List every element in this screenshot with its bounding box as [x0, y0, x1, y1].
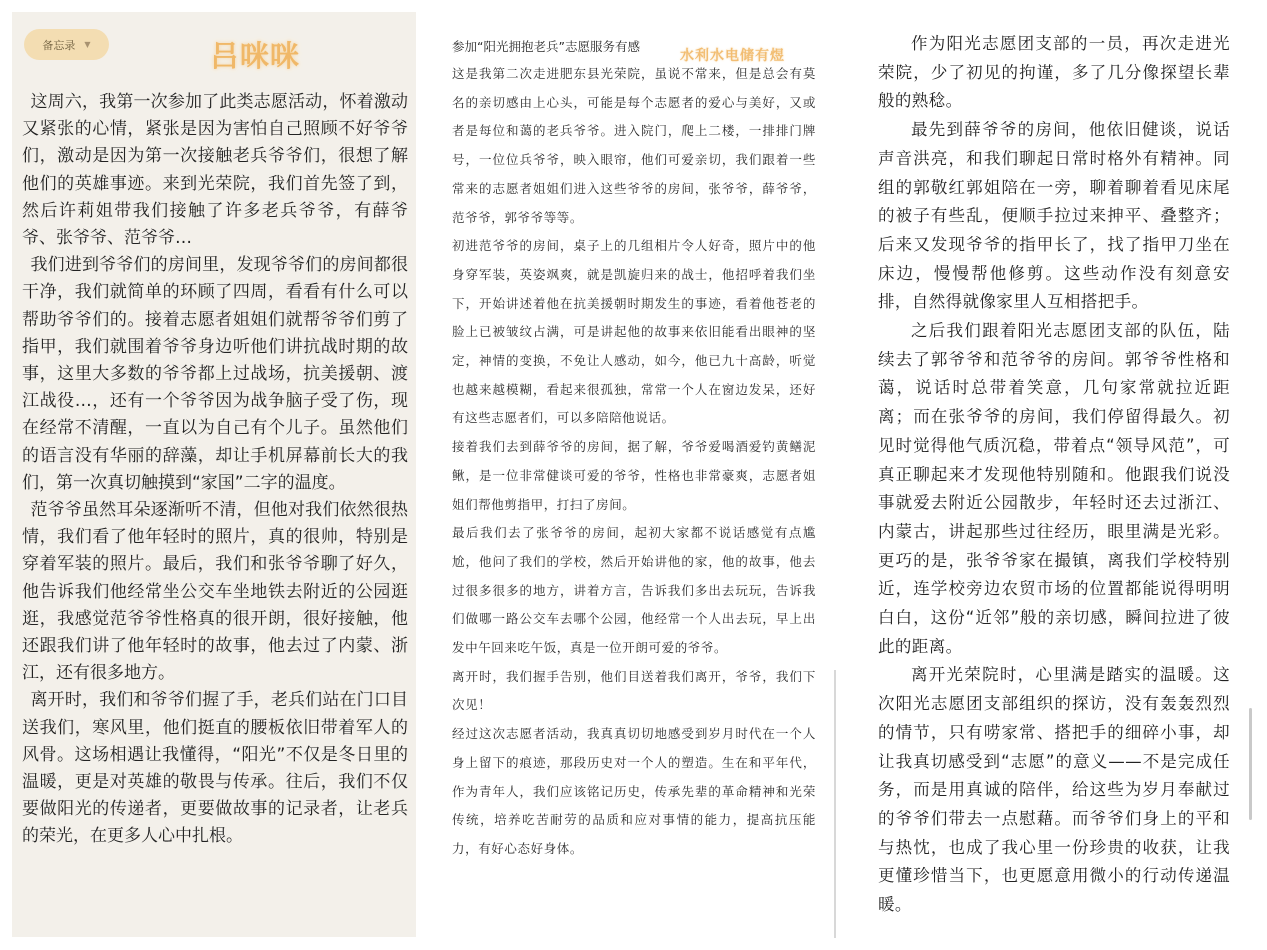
article-paragraph: 初进范爷爷的房间，桌子上的几组相片令人好奇，照片中的他身穿军装，英姿飒爽，就是凯旋归来的战士，他招呼着我们坐下，开始讲述着他在抗美援朝时期发生的事迹，看着他苍老的脸上已被皱纹占满，可是讲起他的故事来依旧能看出眼神的坚定，神情的变换，不免让人感动，如今，他已九十高龄，听觉也越来越模糊，看起来很孤独，常常一个人在窗边发呆，还好有这些志愿者们，可以多陪陪他说话。 [452, 238, 816, 426]
article-paragraph: 离开时，我们握手告别，他们目送着我们离开，爷爷，我们下次见！ [452, 668, 816, 713]
author-watermark: 水利水电储有煜 [680, 48, 785, 64]
memo-paragraph: 这周六，我第一次参加了此类志愿活动，怀着激动又紧张的心情，紧张是因为害怕自己照顾不好爷爷们，激动是因为第一次接触老兵爷爷们，很想了解他们的英雄事迹。来到光荣院，我们首先签了到，然后许莉姐带我们接触了许多老兵爷爷，有薛爷爷、张爷爷、范爷爷… [22, 92, 408, 249]
middle-article [452, 34, 816, 934]
memo-paragraph: 范爷爷虽然耳朵逐渐听不清，但他对我们依然很热情，我们看了他年轻时的照片，真的很帅，特别是穿着军装的照片。最后，我们和张爷爷聊了好久，他告诉我们他经常坐公交车坐地铁去附近的公园逛逛，我感觉范爷爷性格真的很开朗，很好接触，他还跟我们讲了他年轻时的故事，他去过了内蒙、浙江，还有很多地方。 [22, 500, 408, 684]
article-body [452, 60, 816, 864]
article-paragraph: 最后我们去了张爷爷的房间，起初大家都不说话感觉有点尴尬，他问了我们的学校，然后开始讲他的家，他的故事，他去过很多很多的地方，讲着方言，告诉我们多出去玩玩，告诉我们做哪一路公交车去哪个公园，他经常一个人出去玩，早上出发中午回来吃午饭，真是一位开朗可爱的爷爷。 [452, 525, 816, 656]
article-paragraph: 作为阳光志愿团支部的一员，再次走进光荣院，少了初见的拘谨，多了几分像探望长辈般的熟稔。 [878, 34, 1230, 111]
article-paragraph: 经过这次志愿者活动，我真真切切地感受到岁月时代在一个人身上留下的痕迹，那段历史对一个人的塑造。生在和平年代，作为青年人，我们应该铭记历史，传承先辈的革命精神和光荣传统，培养吃苦耐劳的品质和应对事情的能力，提高抗压能力，有好心态好身体。 [452, 726, 816, 856]
article-paragraph: 最先到薛爷爷的房间，他依旧健谈，说话声音洪亮，和我们聊起日常时格外有精神。同组的郭敬红郭姐陪在一旁，聊着聊着看见床尾的被子有些乱，便顺手拉过来抻平、叠整齐；后来又发现爷爷的指甲长了，找了指甲刀坐在床边，慢慢帮他修剪。这些动作没有刻意安排，自然得就像家里人互相搭把手。 [878, 120, 1230, 312]
article-heading: 参加“阳光拥抱老兵”志愿服务有感 [452, 39, 640, 54]
article-paragraph: 离开光荣院时，心里满是踏实的温暖。这次阳光志愿团支部组织的探访，没有轰轰烈烈的情节，只有唠家常、搭把手的细碎小事，却让我真切感受到“志愿”的意义——不是完成任务，而是用真诚的陪伴，给这些为岁月奉献过的爷爷们带去一点慰藉。而爷爷们身上的平和与热忱，也成了我心里一份珍贵的收获，让我更懂珍惜当下，也更愿意用微小的行动传递温暖。 [878, 665, 1230, 915]
right-article [878, 30, 1230, 920]
memo-body [22, 89, 408, 851]
memo-paragraph: 离开时，我们和爷爷们握了手，老兵们站在门口目送我们，寒风里，他们挺直的腰板依旧带着军人的风骨。这场相遇让我懂得，“阳光”不仅是冬日里的温暖，更是对英雄的敬畏与传承。往后，我们不仅要做阳光的传递者，更要做故事的记录者，让老兵的荣光，在更多人心中扎根。 [22, 690, 408, 847]
scrollbar-thumb[interactable] [1249, 708, 1252, 820]
memo-category-dropdown[interactable] [24, 29, 109, 60]
memo-panel [12, 12, 416, 937]
article-paragraph: 这是我第二次走进肥东县光荣院，虽说不常来，但是总会有莫名的亲切感由上心头，可能是每个志愿者的爱心与美好，又或者是每位和蔼的老兵爷爷。进入院门，爬上二楼，一排排门牌号，一位位兵爷爷，映入眼帘，他们可爱亲切，我们跟着一些常来的志愿者姐姐们进入这些爷爷的房间，张爷爷，薛爷爷，范爷爷，郭爷爷等等。 [452, 66, 816, 225]
article-paragraph: 接着我们去到薛爷爷的房间，据了解，爷爷爱喝酒爱钓黄鳝泥鳅，是一位非常健谈可爱的爷爷，性格也非常豪爽，志愿者姐姐们帮他剪指甲，打扫了房间。 [452, 439, 816, 512]
author-watermark: 吕咪咪 [210, 39, 301, 73]
chevron-down-icon: ▼ [84, 40, 91, 49]
column-divider [834, 670, 836, 938]
memo-category-label: 备忘录 [42, 38, 76, 52]
memo-paragraph: 我们进到爷爷们的房间里，发现爷爷们的房间都很干净，我们就简单的环顾了四周，看看有什么可以帮助爷爷们的。接着志愿者姐姐们就帮爷爷们剪了指甲，我们就围着爷爷身边听他们讲抗战时期的故事，这里大多数的爷爷都上过战场，抗美援朝、渡江战役…，还有一个爷爷因为战争脑子受了伤，现在经常不清醒，一直以为自己有个儿子。虽然他们的语言没有华丽的辞藻，却让手机屏幕前长大的我们，第一次真切触摸到“家国”二字的温度。 [22, 255, 408, 493]
article-paragraph: 之后我们跟着阳光志愿团支部的队伍，陆续去了郭爷爷和范爷爷的房间。郭爷爷性格和蔼，说话时总带着笑意，几句家常就拉近距离；而在张爷爷的房间，我们停留得最久。初见时觉得他气质沉稳，带着点“领导风范”，可真正聊起来才发现他特别随和。他跟我们说没事就爱去附近公园散步，年轻时还去过浙江、内蒙古，讲起那些过往经历，眼里满是光彩。更巧的是，张爷爷家在撮镇，离我们学校特别近，连学校旁边农贸市场的位置都能说得明明白白，这份“近邻”般的亲切感，瞬间拉进了彼此的距离。 [878, 321, 1230, 656]
